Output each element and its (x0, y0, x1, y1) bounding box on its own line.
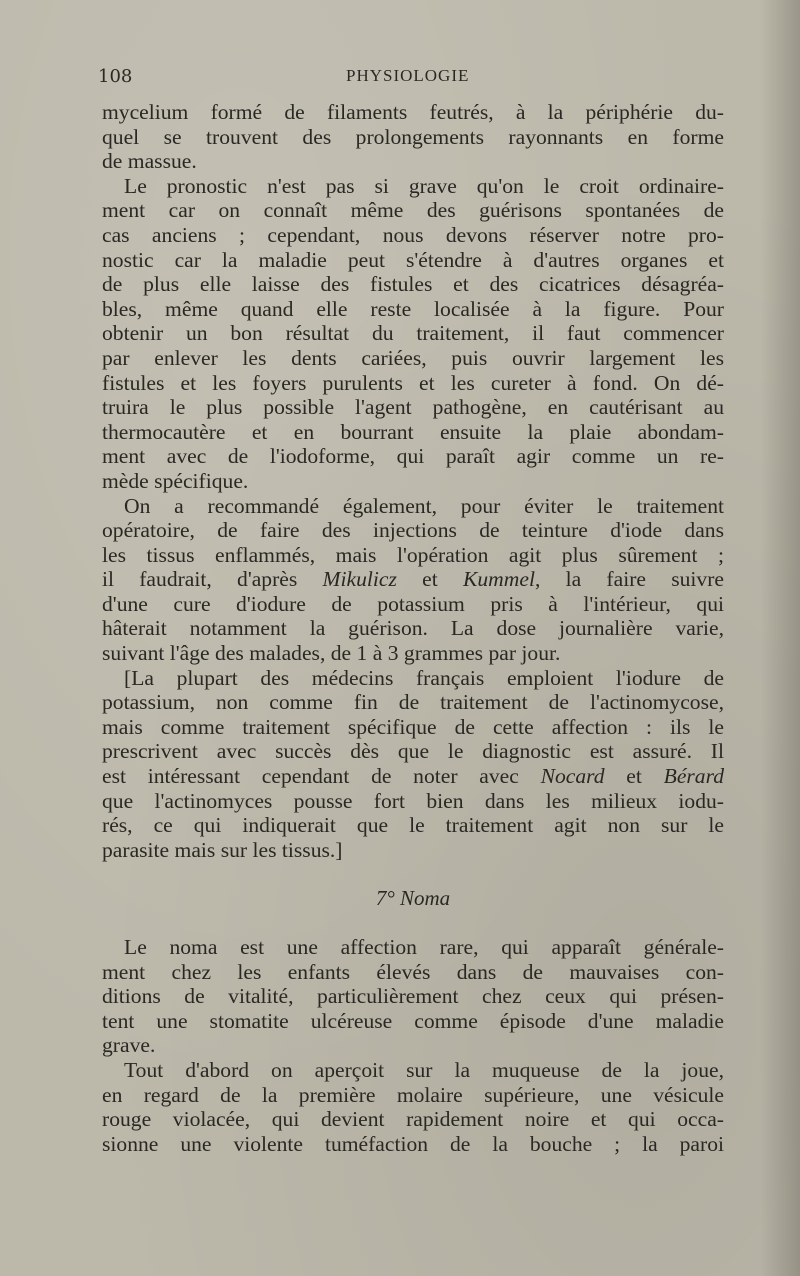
text-line: tent une stomatite ulcéreuse comme épisode d'une maladie (102, 1008, 724, 1033)
text-line: sionne une violente tuméfaction de la bouche ; la paroi (102, 1131, 724, 1156)
text-line: ment car on connaît même des guérisons spontanées de (102, 198, 724, 223)
text-line: parasite mais sur les tissus.] (102, 837, 343, 862)
paragraph-traitement (102, 494, 724, 666)
paragraph-noma-symptoms (102, 1058, 724, 1156)
text-line: que l'actinomyces pousse fort bien dans les milieux iodu- (102, 788, 724, 813)
paragraph-iodure (102, 666, 724, 863)
paragraph-noma-intro (102, 935, 724, 1058)
text-line: suivant l'âge des malades, de 1 à 3 grammes par jour. (102, 641, 561, 666)
text-line: fistules et les foyers purulents et les cureter à fond. On dé- (102, 370, 724, 395)
page-number: 108 (98, 66, 133, 87)
text-line: nostic car la maladie peut s'étendre à d'autres organes et (102, 247, 724, 272)
page-header (98, 66, 724, 90)
text-line: thermocautère et en bourrant ensuite la plaie abondam- (102, 419, 724, 444)
paragraph-continuation (102, 100, 724, 174)
page-edge-shadow (760, 0, 800, 1276)
text-line: ditions de vitalité, particulièrement chez ceux qui présen- (102, 984, 724, 1009)
author-name: Bérard (663, 764, 724, 789)
body-text (102, 100, 724, 1156)
text-line: potassium, non comme fin de traitement de l'actinomycose, (102, 690, 724, 715)
text-line: truira le plus possible l'agent pathogène, en cautérisant au (102, 395, 724, 420)
text-line: bles, même quand elle reste localisée à la figure. Pour (102, 296, 724, 321)
text-line: mais comme traitement spécifique de cette affection : ils le (102, 714, 724, 739)
text-line: par enlever les dents cariées, puis ouvrir largement les (102, 345, 724, 370)
text-line: hâterait notamment la guérison. La dose journalière varie, (102, 616, 724, 641)
text-line: Tout d'abord on aperçoit sur la muqueuse de la joue, (124, 1057, 724, 1082)
text-line: mycelium formé de filaments feutrés, à la périphérie du- (102, 100, 724, 124)
text-line: prescrivent avec succès dès que le diagnostic est assuré. Il (102, 739, 724, 764)
paragraph-pronostic (102, 174, 724, 494)
text-line: quel se trouvent des prolongements rayonnants en forme (102, 124, 724, 149)
author-name: Mikulicz (322, 567, 397, 592)
text-line: ment chez les enfants élevés dans de mauvaises con- (102, 959, 724, 984)
text-line: Le pronostic n'est pas si grave qu'on le croit ordinaire- (124, 173, 724, 198)
text-line: les tissus enflammés, mais l'opération agit plus sûrement ; (102, 542, 724, 567)
text-line: rés, ce qui indiquerait que le traitement agit non sur le (102, 813, 724, 838)
text-line: rouge violacée, qui devient rapidement noire et qui occa- (102, 1107, 724, 1132)
text-line: Le noma est une affection rare, qui apparaît générale- (124, 935, 724, 959)
text-line: obtenir un bon résultat du traitement, il faut commencer (102, 321, 724, 346)
running-head: PHYSIOLOGIE (346, 66, 470, 85)
text-line: grave. (102, 1033, 156, 1058)
text-line: cas anciens ; cependant, nous devons réserver notre pro- (102, 222, 724, 247)
text-line: de massue. (102, 149, 197, 174)
text-line: [La plupart des médecins français emploient l'iodure de (124, 665, 724, 690)
author-name: Nocard (540, 764, 605, 789)
text-line: opératoire, de faire des injections de teinture d'iode dans (102, 518, 724, 543)
text-line: On a recommandé également, pour éviter le traitement (124, 493, 724, 518)
author-name: Kummel (462, 567, 535, 592)
text-line: en regard de la première molaire supérieure, une vésicule (102, 1082, 724, 1107)
text-line: est intéressant cependant de noter avec Nocard et Bérard (102, 764, 724, 789)
text-line: il faudrait, d'après Mikulicz et Kummel, la faire suivre (102, 567, 724, 592)
text-line: de plus elle laisse des fistules et des cicatrices désagréa- (102, 272, 724, 297)
text-line: mède spécifique. (102, 468, 249, 493)
section-title: 7° Noma (375, 886, 451, 911)
text-line: ment avec de l'iodoforme, qui paraît agir comme un re- (102, 444, 724, 469)
text-line: d'une cure d'iodure de potassium pris à l'intérieur, qui (102, 591, 724, 616)
